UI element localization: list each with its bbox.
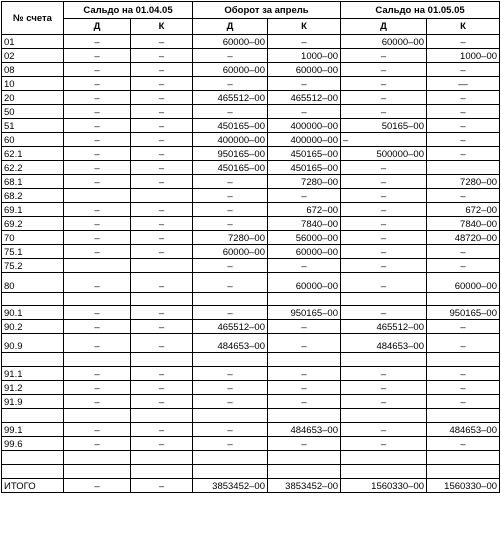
credit-cell: – [268, 77, 341, 91]
table-row [2, 203, 500, 217]
account-number-cell: 20 [2, 91, 64, 105]
account-number-cell: 91.9 [2, 395, 64, 409]
debit-cell [64, 465, 131, 479]
credit-cell [131, 293, 193, 306]
debit-cell: – [341, 161, 427, 175]
debit-cell [64, 293, 131, 306]
credit-cell [131, 409, 193, 423]
credit-cell: 400000–00 [268, 119, 341, 133]
table-row [2, 381, 500, 395]
account-number-cell: 80 [2, 273, 64, 293]
debit-cell: – [341, 259, 427, 273]
credit-cell: – [427, 119, 500, 133]
credit-cell: 465512–00 [268, 91, 341, 105]
credit-cell: – [131, 367, 193, 381]
table-row [2, 133, 500, 147]
debit-cell: – [341, 367, 427, 381]
credit-cell: – [131, 105, 193, 119]
credit-cell [268, 293, 341, 306]
table-row [2, 320, 500, 334]
debit-cell: – [193, 367, 268, 381]
table-row [2, 293, 500, 306]
debit-cell: 500000–00 [341, 147, 427, 161]
table-row [2, 105, 500, 119]
account-number-cell: 10 [2, 77, 64, 91]
account-number-cell: 90.9 [2, 334, 64, 353]
credit-cell: 48720–00 [427, 231, 500, 245]
credit-cell: – [427, 367, 500, 381]
credit-cell: 3853452–00 [268, 479, 341, 493]
table-row [2, 147, 500, 161]
header-credit: К [268, 19, 341, 35]
account-number-cell: 90.2 [2, 320, 64, 334]
debit-cell: 3853452–00 [193, 479, 268, 493]
credit-cell: – [131, 119, 193, 133]
credit-cell: – [131, 273, 193, 293]
debit-cell: – [341, 63, 427, 77]
debit-cell: – [64, 381, 131, 395]
credit-cell: – [427, 334, 500, 353]
debit-cell: – [64, 320, 131, 334]
table-row [2, 259, 500, 273]
credit-cell [268, 409, 341, 423]
debit-cell: – [341, 49, 427, 63]
debit-cell [341, 409, 427, 423]
debit-cell: – [341, 217, 427, 231]
debit-cell: – [64, 203, 131, 217]
debit-cell: – [64, 395, 131, 409]
debit-cell: – [193, 273, 268, 293]
debit-cell: – [193, 395, 268, 409]
table-row [2, 367, 500, 381]
account-number-cell: 91.1 [2, 367, 64, 381]
account-number-cell [2, 451, 64, 465]
debit-cell: – [64, 119, 131, 133]
table-row [2, 334, 500, 353]
debit-cell: – [341, 381, 427, 395]
account-number-cell: 62.1 [2, 147, 64, 161]
debit-cell [64, 259, 131, 273]
debit-cell: 60000–00 [193, 35, 268, 49]
debit-cell: – [64, 217, 131, 231]
credit-cell: 7280–00 [427, 175, 500, 189]
table-row [2, 306, 500, 320]
debit-cell: – [341, 245, 427, 259]
debit-cell: 465512–00 [341, 320, 427, 334]
credit-cell: – [131, 133, 193, 147]
account-number-cell: 60 [2, 133, 64, 147]
credit-cell: – [268, 259, 341, 273]
debit-cell [64, 189, 131, 203]
credit-cell [427, 293, 500, 306]
credit-cell: – [131, 381, 193, 395]
account-number-cell: 68.2 [2, 189, 64, 203]
credit-cell: – [131, 91, 193, 105]
debit-cell [64, 451, 131, 465]
debit-cell: – [193, 105, 268, 119]
debit-cell: – [64, 35, 131, 49]
account-number-cell: 75.2 [2, 259, 64, 273]
account-number-cell [2, 353, 64, 367]
debit-cell: 1560330–00 [341, 479, 427, 493]
credit-cell: – [427, 105, 500, 119]
table-row [2, 91, 500, 105]
debit-cell: – [193, 189, 268, 203]
debit-cell: 950165–00 [193, 147, 268, 161]
debit-cell: 400000–00 [193, 133, 268, 147]
debit-cell [341, 451, 427, 465]
debit-cell: – [341, 175, 427, 189]
credit-cell: 1000–00 [268, 49, 341, 63]
account-number-cell: 50 [2, 105, 64, 119]
debit-cell: – [64, 306, 131, 320]
debit-cell: – [64, 105, 131, 119]
debit-cell: 60000–00 [341, 35, 427, 49]
credit-cell: – [268, 189, 341, 203]
credit-cell: – [268, 320, 341, 334]
header-credit: К [131, 19, 193, 35]
credit-cell: 60000–00 [268, 245, 341, 259]
credit-cell: – [131, 161, 193, 175]
credit-cell: 450165–00 [268, 161, 341, 175]
debit-cell [193, 451, 268, 465]
table-row [2, 189, 500, 203]
debit-cell: 465512–00 [193, 91, 268, 105]
table-row [2, 423, 500, 437]
credit-cell: 450165–00 [268, 147, 341, 161]
debit-cell: – [341, 133, 427, 147]
credit-cell: – [131, 231, 193, 245]
credit-cell: 672–00 [427, 203, 500, 217]
header-debit: Д [64, 19, 131, 35]
credit-cell: 950165–00 [427, 306, 500, 320]
credit-cell: – [427, 245, 500, 259]
credit-cell: – [131, 479, 193, 493]
account-number-cell: 69.1 [2, 203, 64, 217]
credit-cell: – [268, 35, 341, 49]
credit-cell: – [131, 63, 193, 77]
credit-cell: – [131, 217, 193, 231]
debit-cell: – [64, 63, 131, 77]
debit-cell: 450165–00 [193, 161, 268, 175]
account-number-cell: 01 [2, 35, 64, 49]
credit-cell: – [268, 334, 341, 353]
credit-cell: – [427, 147, 500, 161]
credit-cell: – [131, 245, 193, 259]
debit-cell [341, 465, 427, 479]
account-number-cell: 99.1 [2, 423, 64, 437]
header-debit: Д [341, 19, 427, 35]
header-turnover: Оборот за апрель [193, 2, 341, 19]
credit-cell: – [427, 91, 500, 105]
debit-cell: 7280–00 [193, 231, 268, 245]
debit-cell [64, 409, 131, 423]
credit-cell [268, 465, 341, 479]
debit-cell: – [64, 161, 131, 175]
debit-cell: – [193, 306, 268, 320]
table-row [2, 175, 500, 189]
account-balance-table [1, 1, 500, 493]
credit-cell [427, 353, 500, 367]
debit-cell [341, 353, 427, 367]
debit-cell: – [193, 49, 268, 63]
debit-cell: – [341, 395, 427, 409]
credit-cell: – [131, 175, 193, 189]
credit-cell: 484653–00 [427, 423, 500, 437]
credit-cell: – [131, 395, 193, 409]
credit-cell: – [131, 147, 193, 161]
table-row [2, 437, 500, 451]
credit-cell: – [268, 381, 341, 395]
header-account-number: № счета [2, 2, 64, 35]
credit-cell: – [427, 437, 500, 451]
credit-cell: – [131, 35, 193, 49]
debit-cell: – [341, 437, 427, 451]
table-row [2, 161, 500, 175]
debit-cell: 450165–00 [193, 119, 268, 133]
credit-cell: – [427, 320, 500, 334]
account-number-cell: 69.2 [2, 217, 64, 231]
debit-cell: – [64, 423, 131, 437]
account-number-cell: 99.6 [2, 437, 64, 451]
debit-cell: – [341, 105, 427, 119]
credit-cell [268, 353, 341, 367]
account-number-cell: 08 [2, 63, 64, 77]
credit-cell: 56000–00 [268, 231, 341, 245]
credit-cell [131, 189, 193, 203]
account-number-cell: 75.1 [2, 245, 64, 259]
debit-cell: 60000–00 [193, 245, 268, 259]
credit-cell: – [268, 437, 341, 451]
debit-cell: – [193, 77, 268, 91]
account-number-cell [2, 409, 64, 423]
debit-cell: – [64, 367, 131, 381]
debit-cell: – [193, 423, 268, 437]
credit-cell [427, 409, 500, 423]
table-row [2, 273, 500, 293]
account-number-cell: 70 [2, 231, 64, 245]
account-number-cell: 91.2 [2, 381, 64, 395]
credit-cell [427, 465, 500, 479]
header-opening-balance: Сальдо на 01.04.05 [64, 2, 193, 19]
account-number-cell: 90.1 [2, 306, 64, 320]
credit-cell: – [427, 35, 500, 49]
credit-cell: – [131, 306, 193, 320]
credit-cell: 7840–00 [427, 217, 500, 231]
credit-cell: 950165–00 [268, 306, 341, 320]
table-row [2, 465, 500, 479]
credit-cell: – [131, 203, 193, 217]
debit-cell: – [64, 231, 131, 245]
debit-cell: – [64, 147, 131, 161]
debit-cell: – [341, 203, 427, 217]
debit-cell: – [341, 231, 427, 245]
debit-cell: – [193, 437, 268, 451]
debit-cell: – [341, 306, 427, 320]
debit-cell: 60000–00 [193, 63, 268, 77]
credit-cell: – [427, 259, 500, 273]
account-number-cell: 51 [2, 119, 64, 133]
table-row [2, 49, 500, 63]
debit-cell: – [64, 91, 131, 105]
debit-cell: – [341, 91, 427, 105]
table-row [2, 119, 500, 133]
credit-cell: 60000–00 [427, 273, 500, 293]
credit-cell: – [268, 105, 341, 119]
debit-cell: 484653–00 [341, 334, 427, 353]
table-row [2, 451, 500, 465]
debit-cell: – [341, 189, 427, 203]
credit-cell: – [427, 63, 500, 77]
account-number-cell: 02 [2, 49, 64, 63]
credit-cell: – [131, 77, 193, 91]
credit-cell [131, 353, 193, 367]
credit-cell: – [427, 395, 500, 409]
account-number-cell: 62.2 [2, 161, 64, 175]
debit-cell: – [193, 175, 268, 189]
debit-cell [64, 353, 131, 367]
table-row [2, 395, 500, 409]
credit-cell: 672–00 [268, 203, 341, 217]
credit-cell: 400000–00 [268, 133, 341, 147]
credit-cell [131, 259, 193, 273]
debit-cell: – [341, 273, 427, 293]
credit-cell: – [427, 381, 500, 395]
credit-cell: 60000–00 [268, 273, 341, 293]
table-row [2, 245, 500, 259]
credit-cell: 60000–00 [268, 63, 341, 77]
debit-cell [193, 409, 268, 423]
credit-cell [427, 161, 500, 175]
credit-cell: – [268, 367, 341, 381]
credit-cell: – [131, 437, 193, 451]
credit-cell: 1000–00 [427, 49, 500, 63]
credit-cell: 484653–00 [268, 423, 341, 437]
credit-cell: – [427, 133, 500, 147]
debit-cell: 484653–00 [193, 334, 268, 353]
debit-cell: – [64, 175, 131, 189]
debit-cell: – [341, 423, 427, 437]
credit-cell: – [427, 189, 500, 203]
debit-cell [193, 293, 268, 306]
credit-cell [131, 465, 193, 479]
debit-cell: – [64, 437, 131, 451]
credit-cell [268, 451, 341, 465]
table-body [2, 35, 500, 493]
debit-cell: 50165–00 [341, 119, 427, 133]
account-number-cell [2, 465, 64, 479]
credit-cell: 7840–00 [268, 217, 341, 231]
debit-cell [193, 353, 268, 367]
table-row [2, 77, 500, 91]
debit-cell: – [193, 381, 268, 395]
header-closing-balance: Сальдо на 01.05.05 [341, 2, 500, 19]
table-header [2, 2, 500, 35]
debit-cell: – [193, 203, 268, 217]
debit-cell: – [64, 77, 131, 91]
debit-cell: – [64, 133, 131, 147]
table-row [2, 479, 500, 493]
account-number-cell [2, 293, 64, 306]
table-row [2, 35, 500, 49]
debit-cell: – [64, 273, 131, 293]
credit-cell [131, 451, 193, 465]
credit-cell: – [268, 395, 341, 409]
credit-cell: – [131, 423, 193, 437]
header-debit: Д [193, 19, 268, 35]
debit-cell: – [193, 217, 268, 231]
debit-cell: – [64, 49, 131, 63]
table-row [2, 409, 500, 423]
account-number-cell: ИТОГО [2, 479, 64, 493]
credit-cell: — [427, 77, 500, 91]
table-row [2, 63, 500, 77]
table-row [2, 217, 500, 231]
credit-cell: – [131, 320, 193, 334]
debit-cell: – [64, 245, 131, 259]
debit-cell: – [341, 77, 427, 91]
debit-cell [193, 465, 268, 479]
header-credit: К [427, 19, 500, 35]
debit-cell: – [64, 479, 131, 493]
table-row [2, 231, 500, 245]
table-row [2, 353, 500, 367]
credit-cell: 1560330–00 [427, 479, 500, 493]
credit-cell [427, 451, 500, 465]
debit-cell: – [193, 259, 268, 273]
credit-cell: – [131, 49, 193, 63]
credit-cell: 7280–00 [268, 175, 341, 189]
credit-cell: – [131, 334, 193, 353]
account-number-cell: 68.1 [2, 175, 64, 189]
debit-cell [341, 293, 427, 306]
debit-cell: 465512–00 [193, 320, 268, 334]
debit-cell: – [64, 334, 131, 353]
